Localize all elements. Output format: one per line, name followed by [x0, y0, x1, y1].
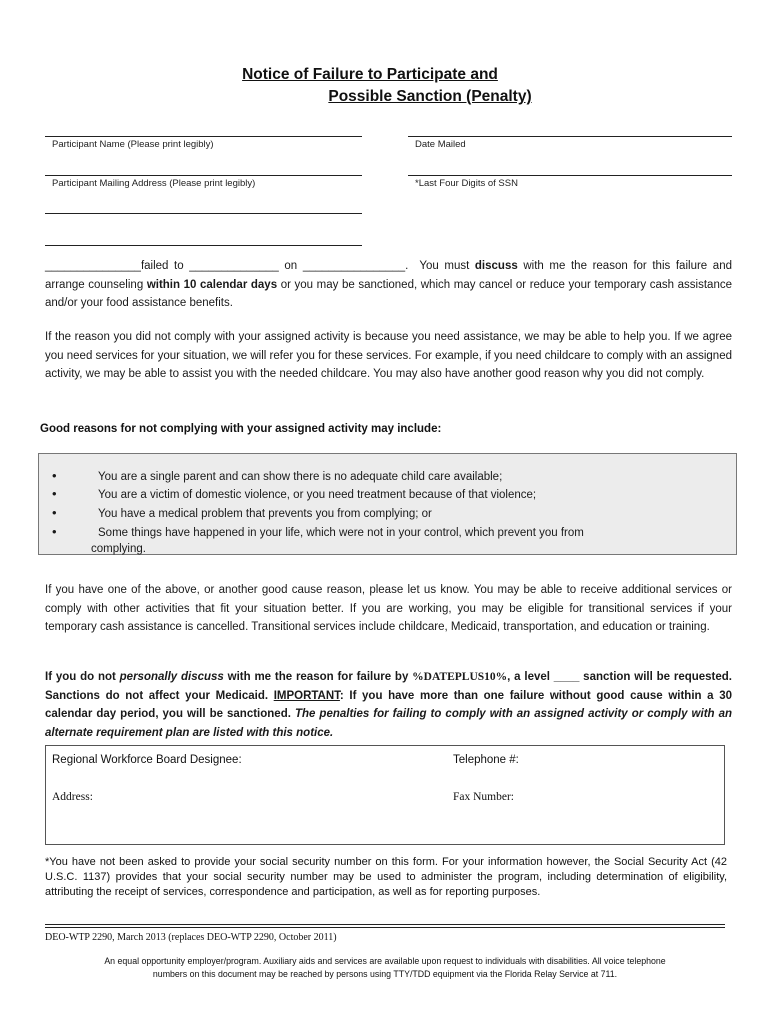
help-paragraph: If the reason you did not comply with your assigned activity is because you need assistance, we may be able to help you. If we agree you need services for your situation, we will refer you for these services. For example, if you need childcare to comply with an assigned activity, we may be able to assist you with the needed childcare. You may also have another good reason why you did not comply. — [45, 331, 732, 380]
fax-label: Fax Number: — [453, 791, 515, 803]
bullet-icon: • — [52, 486, 57, 501]
form-id: DEO-WTP 2290, March 2013 (replaces DEO-WTP 2290, October 2011) — [45, 932, 337, 943]
ssn-line[interactable] — [408, 175, 732, 176]
address-label: Address: — [52, 791, 93, 803]
services-paragraph: If you have one of the above, or another good cause reason, please let us know. You may be able to receive additional services or comply with other activities that fit your situation better. If you are working, you may be eligible for transitional services if your temporary cash assistance is cancelled. Transitional services include childcare, Medicaid, transportation, and education or training. — [45, 584, 732, 633]
address-line-2[interactable] — [45, 213, 362, 214]
ssn-footnote: *You have not been asked to provide your social security number on this form. For your information however, the Social Security Act (42 U.S.C. 1137) provides that your social security number may be used to administer the program, including determination of eligibility, attributing the receipt of services, correspondence and participation, as well as for reporting purposes. — [45, 856, 727, 898]
intro-paragraph: _______________failed to ______________ on ________________. You must discuss with me the reason for this failure and arrange counseling within 10 calendar days or you may be sanctioned, which may cancel or reduce your temporary cash assistance and/or your food assistance benefits. — [45, 260, 732, 309]
bullet-icon: • — [52, 468, 57, 483]
footer-divider — [45, 924, 725, 928]
mailing-address-line[interactable] — [45, 175, 362, 176]
address-line-3[interactable] — [45, 245, 362, 246]
ssn-label: *Last Four Digits of SSN — [415, 178, 518, 189]
date-mailed-label: Date Mailed — [415, 139, 466, 150]
bullet-icon: • — [52, 524, 57, 539]
bullet-icon: • — [52, 505, 57, 520]
participant-name-label: Participant Name (Please print legibly) — [52, 139, 214, 150]
reason-item-4-continuation: complying. — [91, 543, 146, 555]
sanction-paragraph: If you do not personally discuss with me the reason for failure by %DATEPLUS10%, a level ____ sanction will be requested. Sanctions do not affect your Medicaid. IMPORTANT: If you have more than one failure without good cause within a 30 calendar day period, you will be sanctioned. The penalties for failing to comply with an assigned activity or comply with an alternate requirement plan are listed with this notice. — [45, 671, 732, 739]
participant-name-line[interactable] — [45, 136, 362, 137]
designee-label: Regional Workforce Board Designee: — [52, 754, 242, 766]
page-title-line1: Notice of Failure to Participate and — [242, 66, 498, 83]
page-title-line2: Possible Sanction (Penalty) — [328, 88, 532, 105]
telephone-label: Telephone #: — [453, 754, 519, 766]
date-mailed-line[interactable] — [408, 136, 732, 137]
equal-opportunity-notice: An equal opportunity employer/program. Auxiliary aids and services are available upon request to individuals with disabilities. All voice telephone numbers on this document may be reached by persons using TTY/TDD equipment via the Florida Relay Service at 711. — [104, 956, 666, 979]
good-reasons-heading: Good reasons for not complying with your assigned activity may include: — [40, 423, 442, 435]
mailing-address-label: Participant Mailing Address (Please print legibly) — [52, 178, 256, 189]
